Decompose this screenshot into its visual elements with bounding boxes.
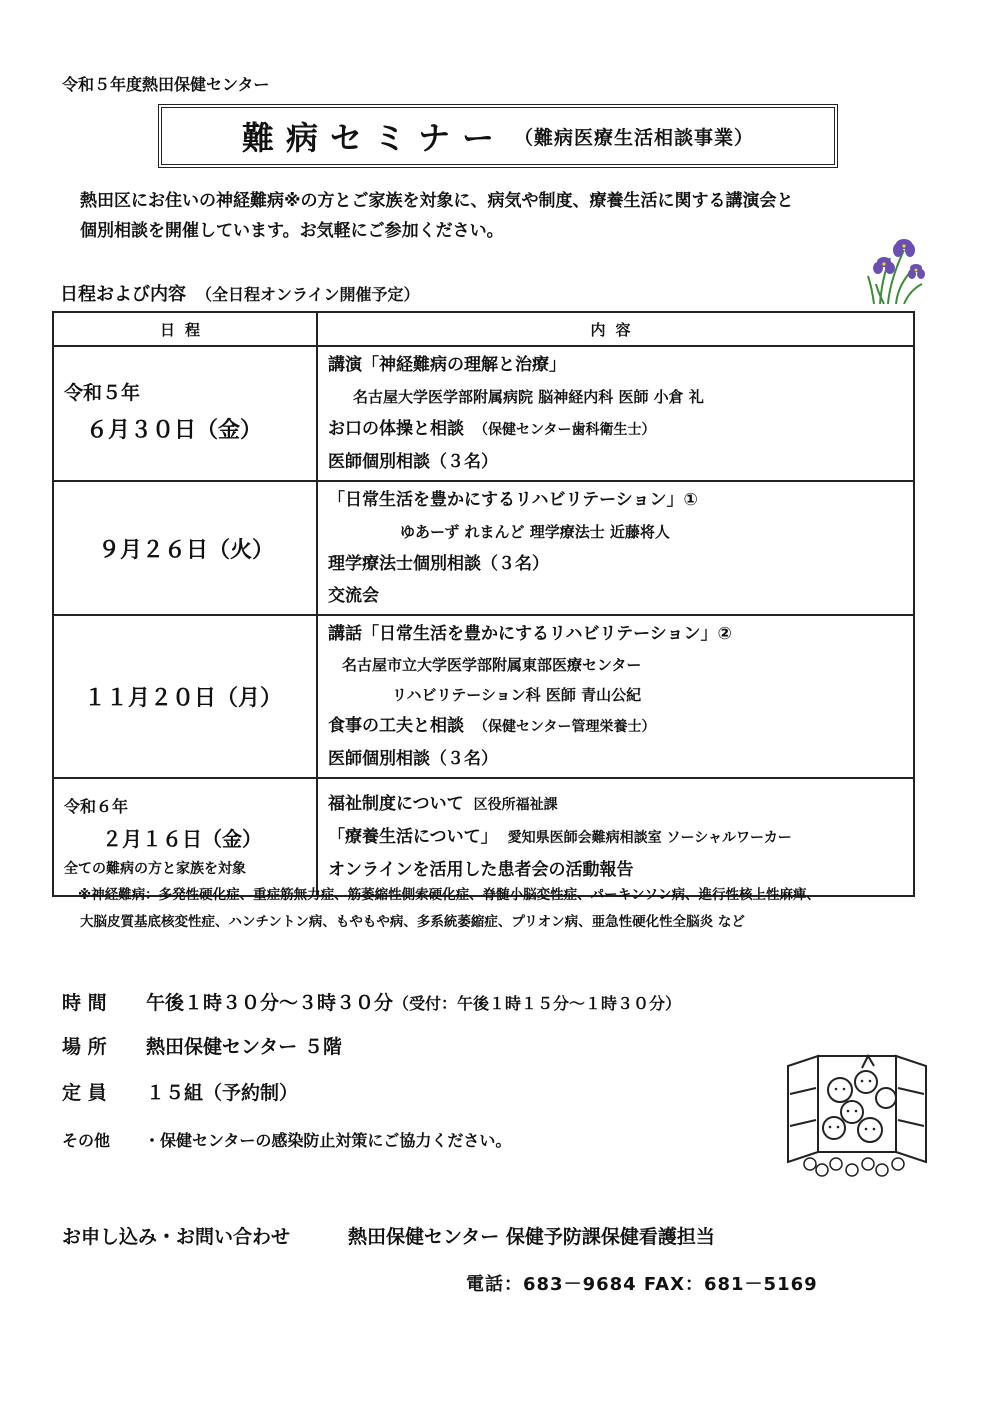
intro-text — [80, 186, 920, 246]
content-cell — [317, 481, 914, 615]
content-line — [328, 413, 905, 446]
schedule-heading — [60, 280, 420, 306]
content-line-aside: （保健センター歯科衛生士） — [474, 422, 656, 438]
capacity-row — [62, 1078, 298, 1105]
contact-dept: 熱田保健センター 保健予防課保健看護担当 — [348, 1226, 715, 1248]
page-title: 難病セミナー — [241, 119, 506, 157]
other-value: ・保健センターの感染防止対策にご協力ください。 — [144, 1131, 512, 1150]
content-cell — [317, 346, 914, 481]
content-line-aside: 区役所福祉課 — [473, 797, 558, 813]
content-line: ゆあーず れまんど 理学療法士 近藤将人 — [400, 523, 670, 541]
other-label: その他 — [62, 1131, 111, 1150]
date-text: ９月２６日（火） — [98, 537, 275, 563]
content-line: 講演「神経難病の理解と治療」 — [328, 355, 566, 375]
title-box — [158, 104, 838, 168]
date-cell — [53, 778, 317, 896]
date-text: ６月３０日（金） — [86, 417, 263, 443]
content-line-text: 「療養生活について」 — [328, 827, 498, 847]
people-window-illustration-icon — [782, 1052, 932, 1184]
footnote-line: ※神経難病：多発性硬化症、重症筋無力症、筋萎縮性側索硬化症、脊髄小脳変性症、パーキンソン病、進行性核上性麻痺、 — [78, 887, 820, 903]
time-note: （受付：午後１時１５分～１時３０分） — [393, 994, 682, 1013]
content-line: 医師個別相談（３名） — [328, 749, 498, 769]
content-line-aside: （保健センター管理栄養士） — [474, 719, 656, 735]
year-label: 令和５年度熱田保健センター — [62, 75, 270, 94]
intro-line: 熱田区にお住いの神経難病※の方とご家族を対象に、病気や制度、療養生活に関する講演会と — [80, 191, 794, 211]
content-cell — [317, 615, 914, 778]
capacity-label: 定 員 — [62, 1082, 107, 1104]
date-year: 令和６年 — [64, 797, 129, 816]
time-value: 午後１時３０分～３時３０分 — [146, 992, 394, 1014]
place-value: 熱田保健センター ５階 — [146, 1036, 342, 1058]
other-row — [62, 1128, 511, 1151]
iris-flower-icon — [860, 228, 932, 304]
content-line-aside: 愛知県医師会難病相談室 ソーシャルワーカー — [507, 830, 792, 846]
content-line — [328, 710, 905, 743]
content-line-text: お口の体操と相談 — [328, 419, 464, 439]
content-line-text: 福祉制度について — [328, 794, 464, 814]
column-header-date: 日程 — [53, 312, 317, 346]
content-line-text: 食事の工夫と相談 — [328, 716, 464, 736]
content-line: 医師個別相談（３名） — [328, 452, 498, 472]
table-row — [53, 346, 914, 481]
content-line: 「日常生活を豊かにするリハビリテーション」① — [328, 490, 698, 510]
content-line: オンラインを活用した患者会の活動報告 — [328, 860, 634, 880]
content-line: 講話「日常生活を豊かにするリハビリテーション」② — [328, 624, 732, 644]
content-line: 名古屋市立大学医学部附属東部医療センター — [342, 656, 642, 674]
place-row — [62, 1032, 342, 1059]
footnote — [78, 882, 958, 936]
schedule-heading-text: 日程および内容 — [60, 284, 186, 305]
content-line: 名古屋大学医学部附属病院 脳神経内科 医師 小倉 礼 — [338, 388, 704, 406]
date-cell — [53, 346, 317, 481]
time-label: 時 間 — [62, 992, 107, 1014]
table-header-row — [53, 312, 914, 346]
date-text: ２月１６日（金） — [102, 827, 262, 851]
table-row — [53, 481, 914, 615]
contact-row — [62, 1222, 715, 1249]
content-cell — [317, 778, 914, 896]
place-label: 場 所 — [62, 1036, 107, 1058]
content-line: 交流会 — [328, 586, 379, 606]
table-row — [53, 778, 914, 896]
content-line: 理学療法士個別相談（３名） — [328, 554, 549, 574]
date-target-note: 全ての難病の方と家族を対象 — [64, 861, 246, 877]
content-line — [328, 821, 905, 854]
column-header-content: 内容 — [317, 312, 914, 346]
schedule-table — [52, 311, 915, 897]
date-cell — [53, 615, 317, 778]
time-row — [62, 988, 681, 1015]
capacity-value: １５組（予約制） — [146, 1082, 299, 1104]
contact-label: お申し込み・お問い合わせ — [62, 1226, 291, 1248]
date-cell — [53, 481, 317, 615]
page-subtitle: （難病医療生活相談事業） — [514, 126, 755, 149]
date-text: １１月２０日（月） — [84, 686, 283, 711]
content-line — [328, 788, 905, 821]
intro-line: 個別相談を開催しています。お気軽にご参加ください。 — [80, 221, 504, 241]
content-line: リハビリテーション科 医師 青山公紀 — [392, 686, 642, 704]
contact-phone: 電話：683－9684 FAX：681－5169 — [466, 1274, 818, 1295]
schedule-heading-note: （全日程オンライン開催予定） — [196, 285, 420, 304]
date-year: 令和５年 — [64, 381, 141, 404]
footnote-line: 大脳皮質基底核変性症、ハンチントン病、もやもや病、多系統萎縮症、プリオン病、亜急性硬化性全脳炎 など — [80, 914, 745, 930]
table-row — [53, 615, 914, 778]
